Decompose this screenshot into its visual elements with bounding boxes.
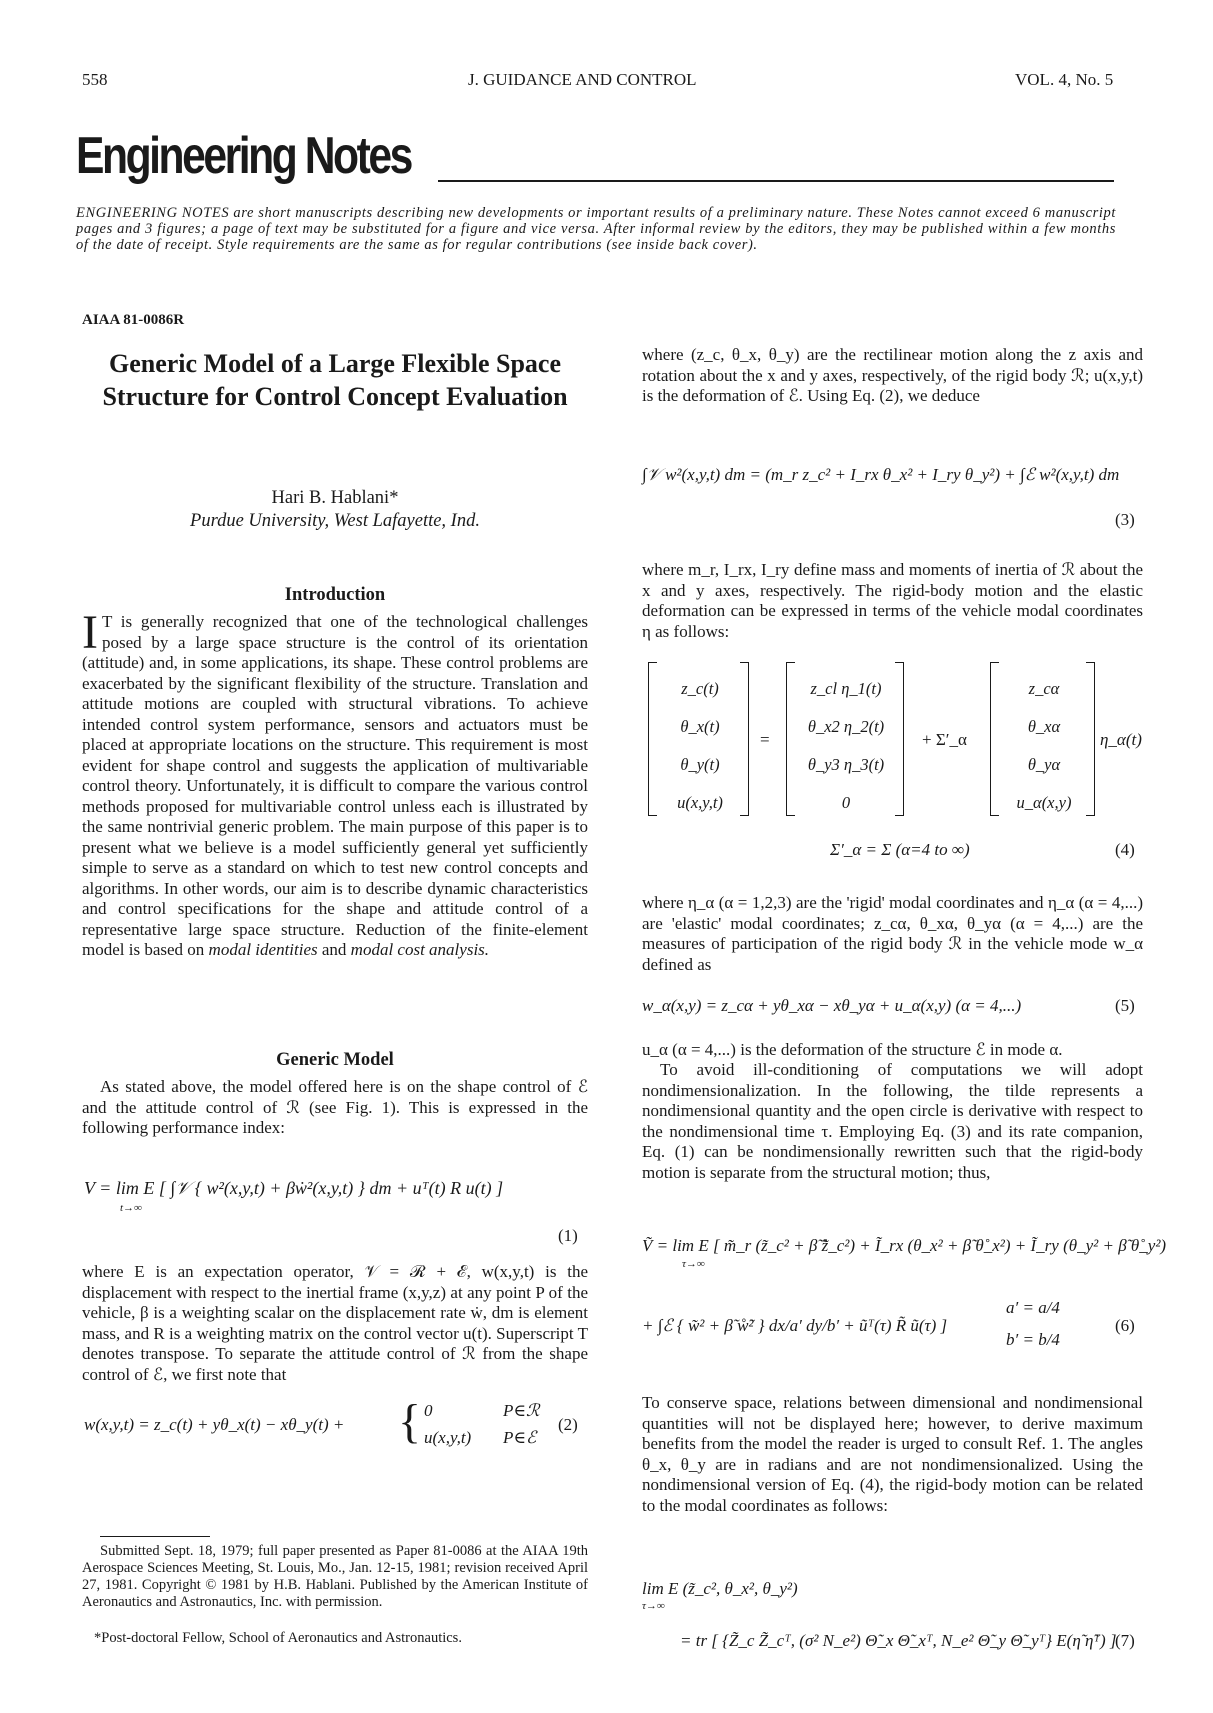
aiaa-paper-id: AIAA 81-0086R xyxy=(82,312,185,328)
section-heading: Engineering Notes xyxy=(76,127,411,185)
equation-7-number: (7) xyxy=(1115,1631,1135,1650)
equation-4-sum-definition: Σ′_α = Σ (α=4 to ∞) xyxy=(830,840,970,859)
page-number: 558 xyxy=(82,70,108,89)
author-name: Hari B. Hablani* xyxy=(271,488,399,508)
equation-4-number: (4) xyxy=(1115,840,1135,859)
equation-5-number: (5) xyxy=(1115,996,1135,1015)
equation-4-equals: = xyxy=(760,730,770,749)
equation-4-sum-term: + Σ′_α xyxy=(922,730,967,749)
equation-2-case-2: u(x,y,t) xyxy=(424,1428,472,1447)
footnote-submitted: Submitted Sept. 18, 1979; full paper presented as Paper 81-0086 at the AIAA 19th Aerospace Sciences Meeting, St. Louis, Mo., Jan. 12-15, 1981; revision received April 27, 1981. Copyright © 1981 by H.B. Hablani. Published by the American Institute of Aeronautics and Astronautics, Inc. with permission. xyxy=(82,1543,588,1610)
equation-7-limit: τ→∞ xyxy=(642,1600,665,1612)
equation-7-line-2: = tr [ {Z̃_c Z̃_cᵀ, (σ² N_e²) Θ̃_x Θ̃_xᵀ, N_e² Θ̃_y Θ̃_yᵀ} E(η̃ η̃ᵀ) ] xyxy=(680,1631,1117,1650)
matrix-2: z_cl η_1(t) θ_x2 η_2(t) θ_y3 η_3(t) 0 xyxy=(807,679,885,812)
equation-6-number: (6) xyxy=(1115,1316,1135,1335)
equation-3-number: (3) xyxy=(1115,510,1135,529)
right-para-3: where η_α (α = 1,2,3) are the 'rigid' modal coordinates and η_α (α = 4,...) are 'elastic' modal coordinates; z_cα, θ_xα, θ_yα (α = 4,...) are the measures of participation of the rigid body ℛ in the vehicle mode w_α defined as xyxy=(642,893,1143,974)
equation-2-number: (2) xyxy=(558,1415,578,1434)
journal-name: J. GUIDANCE AND CONTROL xyxy=(468,70,697,89)
equation-2-brace: { xyxy=(398,1395,422,1448)
generic-model-para-2: where E is an expectation operator, 𝒱 = ℛ + ℰ, w(x,y,t) is the displacement with respect to the inertial frame (x,y,z) at any point P of the vehicle, β is a weighting scalar on the displacement rate ẇ, dm is element mass, and R is a weighting matrix on the control vector u(t). Superscript T denotes transpose. To separate the attitude control of ℛ from the shape control of ℰ, we first note that xyxy=(82,1262,588,1384)
equation-1-number: (1) xyxy=(558,1226,578,1245)
heading-rule xyxy=(438,180,1114,182)
right-para-4: u_α (α = 4,...) is the deformation of the structure ℰ in mode α. xyxy=(642,1040,1063,1059)
right-para-2: where m_r, I_rx, I_ry define mass and moments of inertia of ℛ about the x and y axes, respectively. The rigid-body motion and the elastic deformation can be expressed in terms of the vehicle modal coordinates η as follows: xyxy=(642,560,1143,641)
equation-6-a-prime: a′ = a/4 xyxy=(1006,1298,1060,1317)
matrix-3: z_cα θ_xα θ_yα u_α(x,y) xyxy=(1016,679,1072,812)
generic-model-heading: Generic Model xyxy=(276,1050,394,1070)
equation-6-b-prime: b′ = b/4 xyxy=(1006,1330,1060,1349)
generic-model-para-1: As stated above, the model offered here is on the shape control of ℰ and the attitude control of ℛ (see Fig. 1). This is expressed in the following performance index: xyxy=(82,1077,588,1137)
introduction-heading: Introduction xyxy=(284,585,386,605)
right-para-5: To avoid ill-conditioning of computations we will adopt nondimensionalization. In the following, the tilde represents a nondimensional quantity and the open circle is derivative with respect to the nondimensional time τ. Employing Eq. (3) and its rate companion, Eq. (1) can be nondimensionally rewritten such that the rigid-body motion is separate from the structural motion; thus, xyxy=(642,1060,1143,1182)
notes-description: ENGINEERING NOTES are short manuscripts describing new developments or important results of a preliminary nature. These Notes cannot exceed 6 manuscript pages and 3 figures; a page of text may be substituted for a figure and vice versa. After informal review by the editors, they may be published within a few months of the date of receipt. Style requirements are the same as for regular contributions (see inside back cover). xyxy=(76,205,1116,253)
volume-info: VOL. 4, No. 5 xyxy=(1015,70,1114,89)
equation-3: ∫𝒱 w²(x,y,t) dm = (m_r z_c² + I_rx θ_x² + I_ry θ_y²) + ∫ℰ w²(x,y,t) dm xyxy=(642,465,1120,484)
equation-6-limit: τ→∞ xyxy=(682,1258,705,1270)
equation-1: V = lim E [ ∫𝒱 { w²(x,y,t) + βẇ²(x,y,t) } dm + uᵀ(t) R u(t) ] xyxy=(84,1178,504,1198)
introduction-text: I T is generally recognized that one of the technological challenges posed by a large space structure is the control of its orientation (attitude) and, in some applications, its shape. These control problems are exacerbated by the significant flexibility of the structure. Translation and attitude motions are coupled with structural vibrations. To achieve intended control system performance, sensors and actuators must be placed at appropriate locations on the structure. This requirement is most evident for shape control and suggests the application of multivariable control theory. Unfortunately, it is difficult to compare the various control methods proposed for multivariable control unless each is illustrated by the same nontrivial generic problem. The main purpose of this paper is to present what we believe is a model sufficiently general yet sufficiently simple to serve as a standard on which to test new control concepts and algorithms. In other words, our aim is to describe dynamic characteristics and control specifications for the shape and attitude control of a representative large space structure. Reduction of the finite-element model is based on modal identities and modal cost analysis. xyxy=(82,606,588,959)
equation-2-case-2-condition: P∈ℰ xyxy=(503,1428,537,1447)
equation-6-line-2: + ∫ℰ { w̃² + β̃ ẘ̃² } dx/a′ dy/b′ + ũᵀ(τ) R̃ ũ(τ) ] xyxy=(642,1316,948,1335)
footnote-author: *Post-doctoral Fellow, School of Aeronautics and Astronautics. xyxy=(94,1630,462,1646)
equation-2-lhs: w(x,y,t) = z_c(t) + yθ_x(t) − xθ_y(t) + xyxy=(84,1415,345,1434)
right-para-1: where (z_c, θ_x, θ_y) are the rectilinear motion along the z axis and rotation about the x and y axes, respectively, of the rigid body ℛ; u(x,y,t) is the deformation of ℰ. Using Eq. (2), we deduce xyxy=(642,345,1143,405)
matrix-1: z_c(t) θ_x(t) θ_y(t) u(x,y,t) xyxy=(677,679,723,812)
equation-1-limit: t→∞ xyxy=(120,1202,142,1214)
right-para-6: To conserve space, relations between dimensional and nondimensional quantities will not be displayed here; however, to derive maximum benefits from the model the reader is urged to consult Ref. 1. The angles θ_x, θ_y are in radians and are not nondimensionalized. Using the nondimensional version of Eq. (4), the rigid-body motion can be related to the modal coordinates as follows: xyxy=(642,1393,1143,1515)
footnote-rule xyxy=(100,1536,210,1537)
paper-title: Generic Model of a Large Flexible Space Structure for Control Concept Evaluation xyxy=(102,349,568,411)
equation-2-case-1: 0 xyxy=(424,1401,433,1420)
equation-2-case-1-condition: P∈ℛ xyxy=(503,1401,540,1420)
equation-7-line-1: lim E (z̃_c², θ_x², θ_y²) xyxy=(642,1579,798,1598)
equation-5: w_α(x,y) = z_cα + yθ_xα − xθ_yα + u_α(x,y) (α = 4,...) xyxy=(642,996,1022,1015)
equation-6-line-1: Ṽ = lim E [ m̃_r (z̃_c² + β̃ z̃̊_c²) + Ĩ_rx (θ_x² + β̃ θ̊_x²) + Ĩ_ry (θ_y² + β̃ θ̊_y²) xyxy=(642,1236,1167,1255)
equation-4-eta: η_α(t) xyxy=(1100,730,1142,749)
drop-cap: I xyxy=(82,606,98,659)
author-affiliation: Purdue University, West Lafayette, Ind. xyxy=(190,511,480,531)
